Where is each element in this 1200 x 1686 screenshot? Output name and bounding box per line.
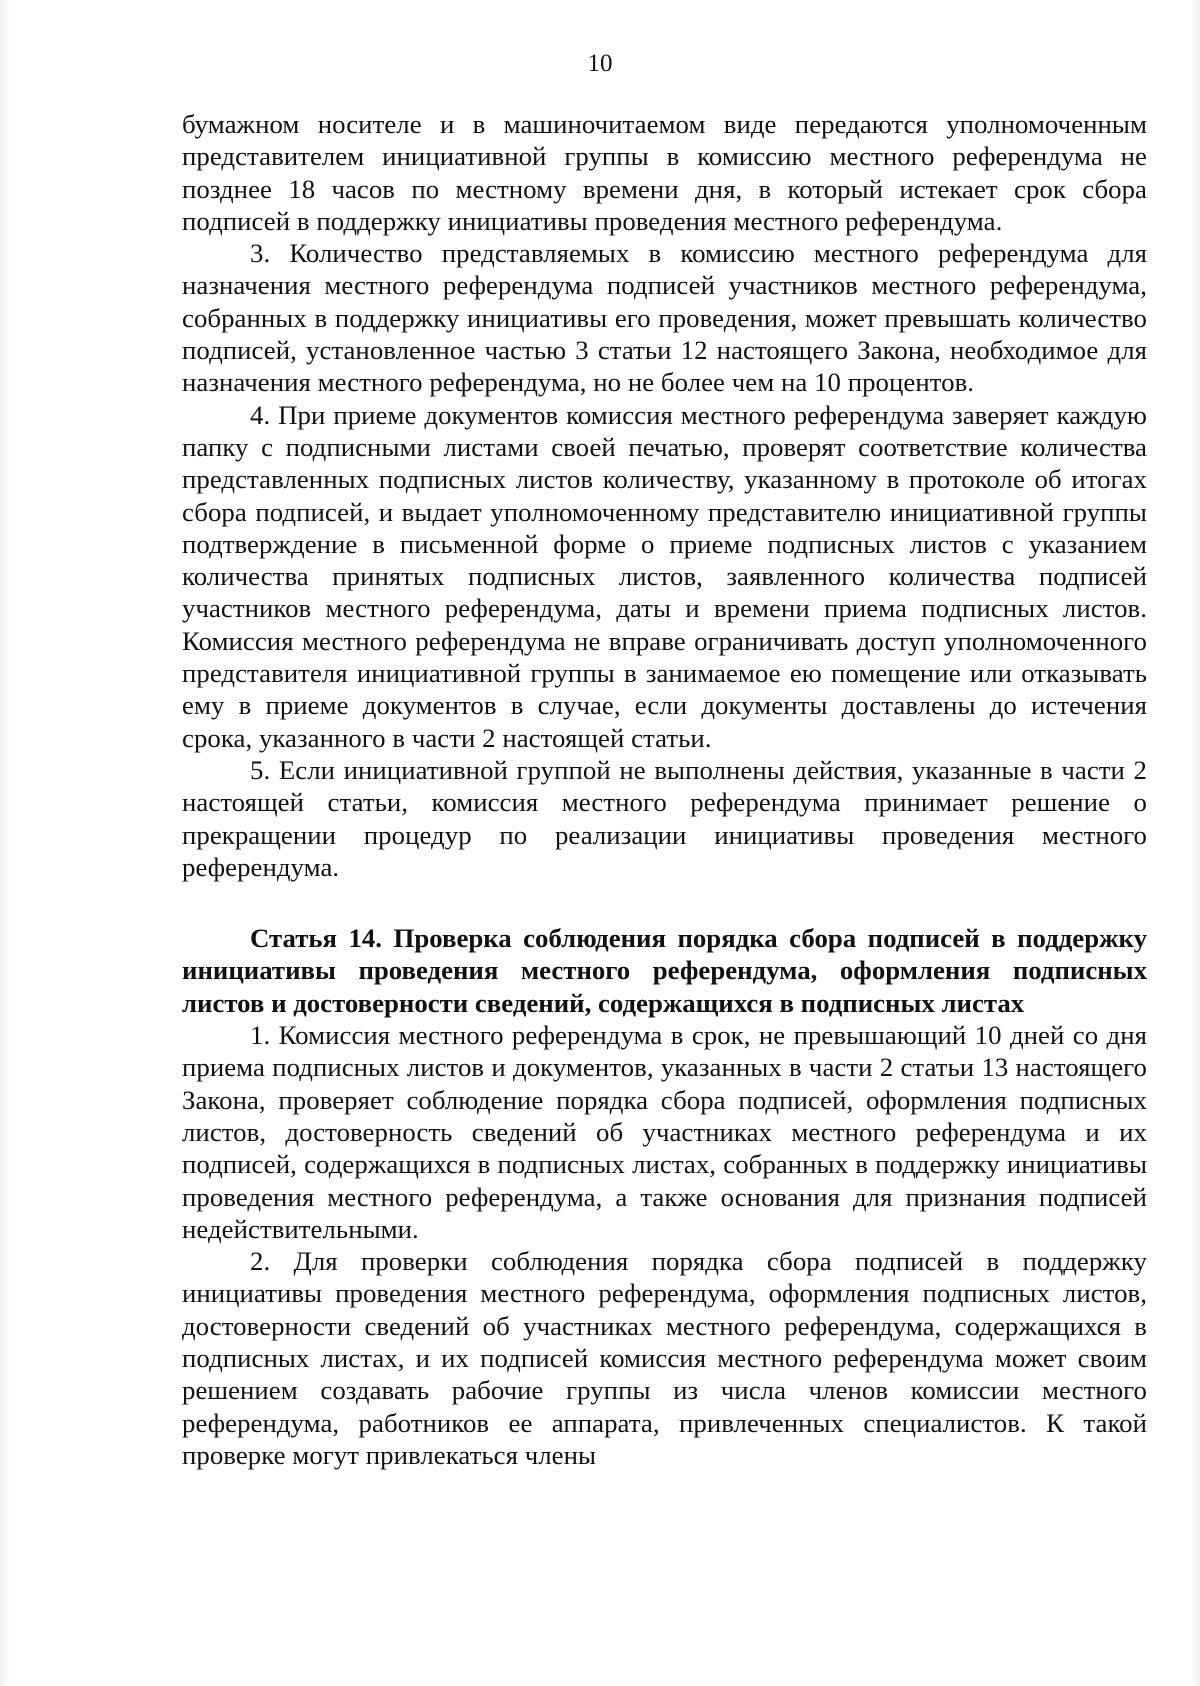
paragraph-continuation: бумажном носителе и в машиночитаемом виде передаются уполномоченным представителем инициативной группы в комиссию местного референдума не позднее 18 часов по местному времени дня, в который истекает срок сбора подписей в поддержку инициативы проведения местного референдума. (182, 109, 1147, 236)
scan-edge-right (1190, 0, 1200, 1686)
article-paragraph-2: 2. Для проверки соблюдения порядка сбора подписей в поддержку инициативы проведения местного референдума, оформления подписных листов, достоверности сведений об участниках местного референдума, содержащихся в подписных листах, и их подписей комиссия местного референдума может своим решением создавать рабочие группы из числа членов комиссии местного референдума, работников ее аппарата, привлеченных специалистов. К такой проверке могут привлекаться члены (182, 1246, 1147, 1470)
scan-edge-left (0, 0, 10, 1686)
paragraph-item-3: 3. Количество представляемых в комиссию местного референдума для назначения местного референдума подписей участников местного референдума, собранных в поддержку инициативы его проведения, может превышать количество подписей, установленное частью 3 статьи 12 настоящего Закона, необходимое для назначения местного референдума, но не более чем на 10 процентов. (182, 238, 1147, 398)
document-body (182, 108, 1147, 1471)
paragraph-item-4: 4. При приеме документов комиссия местного референдума заверяет каждую папку с подписными листами своей печатью, проверят соответствие количества представленных подписных листов количеству, указанному в протоколе об итогах сбора подписей, и выдает уполномоченному представителю инициативной группы подтверждение в письменной форме о приеме подписных листов с указанием количества принятых подписных листов, заявленного количества подписей участников местного референдума, даты и времени приема подписных листов. Комиссия местного референдума не вправе ограничивать доступ уполномоченного представителя инициативной группы в занимаемое ею помещение или отказывать ему в приеме документов в случае, если документы доставлены до истечения срока, указанного в части 2 настоящей статьи. (182, 399, 1147, 753)
page-number: 10 (587, 50, 613, 77)
article-paragraph-1: 1. Комиссия местного референдума в срок, не превышающий 10 дней со дня приема подписных листов и документов, указанных в части 2 статьи 13 настоящего Закона, проверяет соблюдение порядка сбора подписей, оформления подписных листов, достоверность сведений об участниках местного референдума и их подписей, содержащихся в подписных листах, собранных в поддержку инициативы проведения местного референдума, а также основания для признания подписей недействительными. (182, 1020, 1147, 1244)
section-spacer (182, 883, 1147, 922)
article-heading: Статья 14. Проверка соблюдения порядка сбора подписей в поддержку инициативы проведения местного референдума, оформления подписных листов и достоверности сведений, содержащихся в подписных листах (182, 923, 1147, 1018)
paragraph-item-5: 5. Если инициативной группой не выполнены действия, указанные в части 2 настоящей статьи, комиссия местного референдума принимает решение о прекращении процедур по реализации инициативы проведения местного референдума. (182, 754, 1147, 882)
